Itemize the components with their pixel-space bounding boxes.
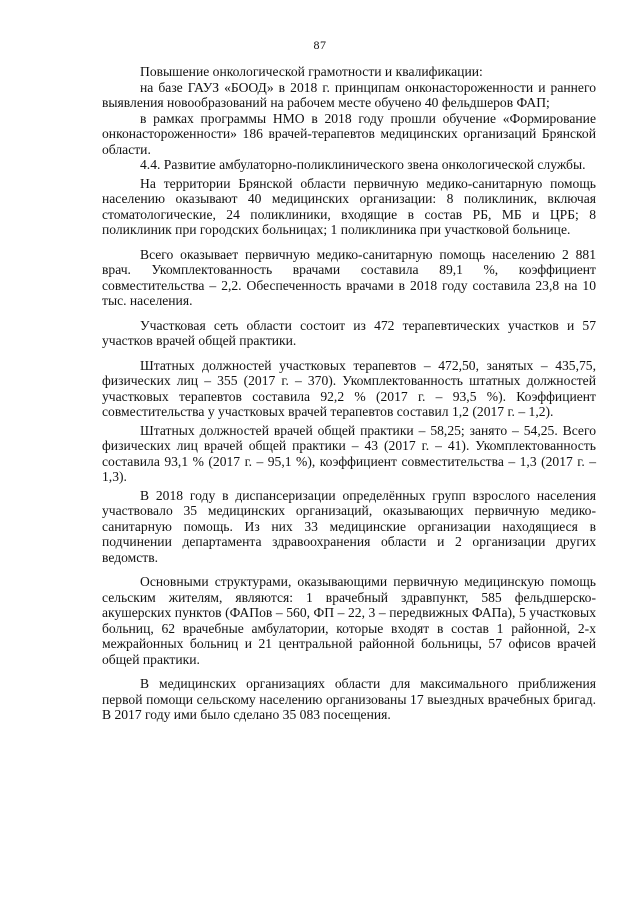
paragraph-general-practice: Штатных должностей врачей общей практики – 58,25; занято – 54,25. Всего физических лиц врачей общей практики – 43 (2017 г. – 41). Укомплектованность составила 93,1 % (2017 г. – 95,1 %), коэффициент совместительства – 1,3 (2017 г. – 1,3).: [102, 422, 596, 484]
paragraph-literacy-heading: Повышение онкологической грамотности и квалификации:: [140, 64, 483, 79]
page-number: 87: [313, 38, 327, 52]
paragraph-district-therapists: Штатных должностей участковых терапевтов – 472,50, занятых – 435,75, физических лиц – 355 (2017 г. – 370). Укомплектованность штатных должностей участковых терапевтов составила 92,2 % (2017 г. – 93,5 %). Коэффициент совместительства у участковых врачей терапевтов составил 1,2 (2017 г. – 1,2).: [102, 357, 596, 419]
section-heading-4-4: 4.4. Развитие амбулаторно-поликлинического звена онкологической службы.: [140, 157, 586, 172]
paragraph-rural-structures: Основными структурами, оказывающими первичную медицинскую помощь сельским жителям, являются: 1 врачебный здравпункт, 585 фельдшерско-акушерских пунктов (ФАПов – 560, ФП – 22, 3 – передвижных ФАПа), 5 участковых больниц, 62 врачебные амбулатории, которые входят в состав 1 районной, 2-х межрайонных больниц и 21 центральной районной больницы, 57 офисов врачей общей практики.: [102, 574, 596, 667]
paragraph-district-network: Участковая сеть области состоит из 472 терапевтических участков и 57 участков врачей общей практики.: [102, 317, 596, 348]
paragraph-mobile-brigades: В медицинских организациях области для максимального приближения первой помощи сельскому населению организованы 17 выездных врачебных бригад. В 2017 году ими было сделано 35 083 посещения.: [102, 676, 596, 722]
paragraph-dispensarization: В 2018 году в диспансеризации определённых групп взрослого населения участвовало 35 медицинских организаций, оказывающих первичную медико-санитарную помощь. Из них 33 медицинские организации находящиеся в подчинении департамента здравоохранения области и 2 организации других ведомств.: [102, 487, 596, 565]
paragraph-feldsher-training: на базе ГАУЗ «БООД» в 2018 г. принципам онконастороженности и раннего выявления новообразований на рабочем месте обучено 40 фельдшеров ФАП;: [102, 79, 596, 110]
document-body: [102, 64, 596, 723]
paragraph-nmo-training: в рамках программы НМО в 2018 году прошли обучение «Формирование онконастороженности» 186 врачей-терапевтов медицинских организаций Брянской области.: [102, 110, 596, 157]
paragraph-primary-care-organizations: На территории Брянской области первичную медико-санитарную помощь населению оказывают 40 медицинских организации: 8 поликлиник, включая стоматологические, 24 поликлиники, входящие в состав РБ, МБ и ЦРБ; 8 поликлиник при городских больницах; 1 поликлиника при участковой больнице.: [102, 175, 596, 237]
paragraph-doctors-total: Всего оказывает первичную медико-санитарную помощь населению 2 881 врач. Укомплектованность врачами составила 89,1 %, коэффициент совместительства – 2,2. Обеспеченность врачами в 2018 году составила 23,8 на 10 тыс. населения.: [102, 246, 596, 308]
